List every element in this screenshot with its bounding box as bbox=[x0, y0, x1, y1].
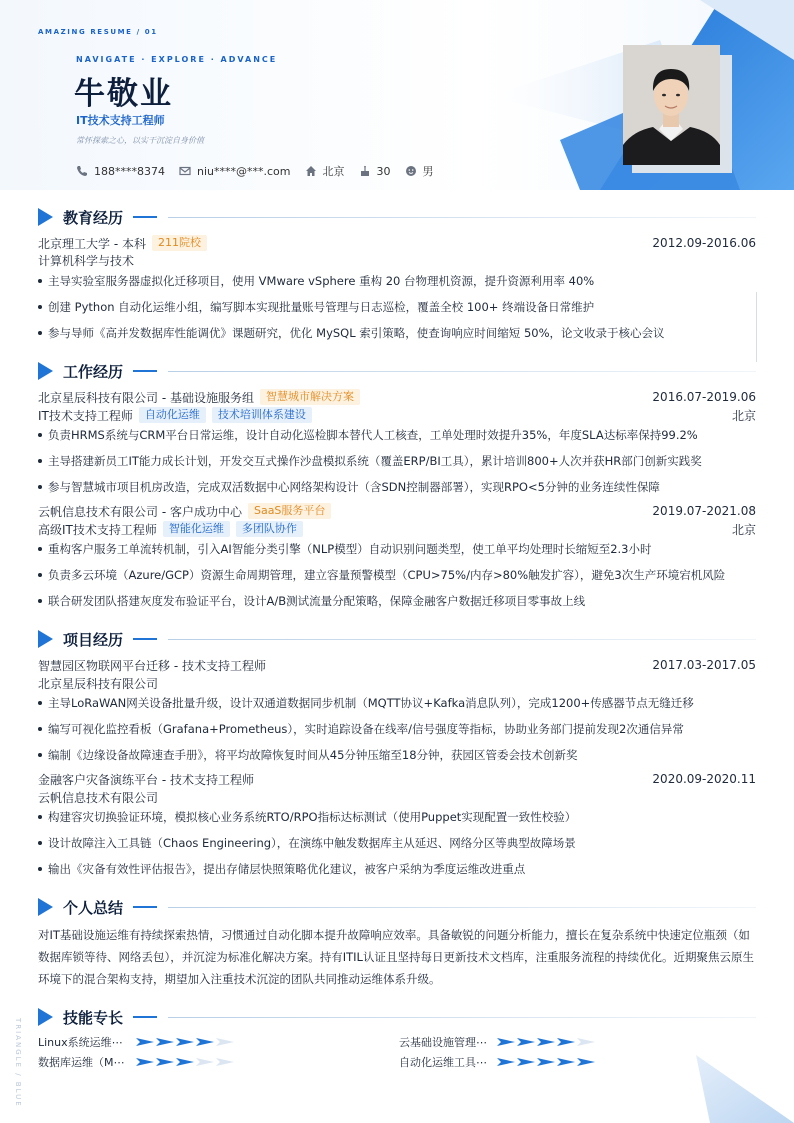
bullet-dot bbox=[38, 701, 42, 705]
contact-gender-text: 男 bbox=[422, 165, 434, 178]
section-work-head bbox=[38, 361, 157, 381]
bullet-text: 负责HRMS系统与CRM平台日常运维，设计自动化巡检脚本替代人工核查，工单处理时效提升35%，年度SLA达标率保持99.2% bbox=[48, 428, 698, 442]
divider bbox=[756, 292, 757, 362]
bullet-text: 编写可视化监控看板（Grafana+Prometheus），实时追踪设备在线率/信号强度等指标，协助业务部门提前发现2次通信异常 bbox=[48, 722, 684, 736]
skill-rating bbox=[136, 1038, 234, 1046]
bullet-text: 设计故障注入工具链（Chaos Engineering），在演练中触发数据库主从延迟、网络分区等典型故障场景 bbox=[48, 836, 576, 850]
bullet-text: 主导搭建新员工IT能力成长计划，开发交互式操作沙盘模拟系统（覆盖ERP/BI工具），累计培训800+人次并获HR部门创新实践奖 bbox=[48, 454, 702, 468]
major-row bbox=[38, 251, 756, 269]
avatar-portrait bbox=[623, 45, 720, 165]
skill-rating bbox=[136, 1058, 234, 1066]
motto: 常怀探索之心，以实干沉淀自身价值 bbox=[76, 136, 204, 145]
triangle-icon bbox=[38, 1008, 53, 1026]
cake-icon bbox=[359, 165, 371, 177]
section-rule bbox=[168, 371, 756, 372]
title-underline bbox=[133, 906, 157, 908]
section-rule bbox=[168, 217, 756, 218]
bullet-text: 编制《边缘设备故障速查手册》，将平均故障恢复时间从45分钟压缩至18分钟，获园区管委会技术创新奖 bbox=[48, 748, 578, 762]
title-underline bbox=[133, 370, 157, 372]
work-date: 2016.07-2019.06 bbox=[652, 390, 756, 404]
work-location: 北京 bbox=[731, 408, 756, 423]
rating-flag-filled bbox=[176, 1058, 194, 1066]
rating-flag-filled bbox=[136, 1038, 154, 1046]
section-rule bbox=[168, 907, 756, 908]
contact-age-text: 30 bbox=[376, 164, 391, 178]
contact-phone-text: 188****8374 bbox=[94, 164, 165, 178]
resume-header bbox=[0, 0, 794, 190]
work-location: 北京 bbox=[731, 522, 756, 537]
top-tag: AMAZING RESUME / 01 bbox=[38, 28, 158, 36]
role-name: 高级IT技术支持工程师 bbox=[38, 522, 157, 537]
triangle-icon bbox=[38, 208, 53, 226]
section-rule bbox=[168, 639, 756, 640]
job-title: IT技术支持工程师 bbox=[76, 114, 165, 127]
corner-decoration bbox=[680, 1055, 794, 1123]
bullet-text: 重构客户服务工单流转机制，引入AI智能分类引擎（NLP模型）自动识别问题类型，使工单平均处理时长缩短至2.3小时 bbox=[48, 542, 652, 556]
rating-flag-filled bbox=[537, 1038, 555, 1046]
bullet-dot bbox=[38, 753, 42, 757]
role-name: IT技术支持工程师 bbox=[38, 408, 133, 423]
role-tag: 多团队协作 bbox=[236, 521, 303, 537]
side-watermark: TRIANGLE / BLUE bbox=[14, 1018, 22, 1108]
home-icon bbox=[305, 165, 317, 177]
bullet-dot bbox=[38, 599, 42, 603]
bullet-text: 主导实验室服务器虚拟化迁移项目，使用 VMware vSphere 重构 20 台物理机资源，提升资源利用率 40% bbox=[48, 274, 595, 288]
education-date: 2012.09-2016.06 bbox=[652, 236, 756, 250]
bullet-dot bbox=[38, 573, 42, 577]
bullet-dot bbox=[38, 727, 42, 731]
project-company: 云帆信息技术有限公司 bbox=[38, 790, 159, 805]
list-item bbox=[38, 746, 756, 764]
work-company-row bbox=[38, 388, 756, 406]
title-underline bbox=[133, 638, 157, 640]
skill-rating bbox=[497, 1038, 595, 1046]
title-underline bbox=[133, 216, 157, 218]
contact-gender bbox=[405, 163, 434, 179]
company-name: 云帆信息技术有限公司 - 客户成功中心 bbox=[38, 504, 242, 519]
list-item bbox=[38, 452, 756, 470]
skill-name: Linux系统运维⋯ bbox=[38, 1036, 123, 1049]
list-item bbox=[38, 808, 756, 826]
work-role-row bbox=[38, 406, 756, 424]
contact-location-text: 北京 bbox=[322, 165, 345, 178]
bullet-dot bbox=[38, 279, 42, 283]
skill-name: 自动化运维工具⋯ bbox=[399, 1056, 487, 1069]
list-item bbox=[38, 720, 756, 738]
section-title-work: 工作经历 bbox=[63, 362, 124, 381]
company-tag: 智慧城市解决方案 bbox=[260, 389, 360, 405]
section-title-education: 教育经历 bbox=[63, 208, 124, 227]
work-role-row bbox=[38, 520, 756, 538]
rating-flag-filled bbox=[156, 1058, 174, 1066]
bullet-text: 输出《灾备有效性评估报告》，提出存储层快照策略优化建议，被客户采纳为季度运维改进重点 bbox=[48, 862, 526, 876]
profile-photo bbox=[623, 45, 720, 165]
section-education-head bbox=[38, 207, 157, 227]
bullet-text: 负责多云环境（Azure/GCP）资源生命周期管理，建立容量预警模型（CPU>75%/内存>80%触发扩容），避免3次生产环境宕机风险 bbox=[48, 568, 726, 582]
project-company-row bbox=[38, 788, 756, 806]
contact-location bbox=[305, 163, 345, 179]
section-summary-head bbox=[38, 897, 157, 917]
skill-rating bbox=[497, 1058, 595, 1066]
skill-item bbox=[399, 1054, 595, 1070]
bullet-dot bbox=[38, 841, 42, 845]
project-name: 智慧园区物联网平台迁移 - 技术支持工程师 bbox=[38, 658, 266, 673]
school-tag: 211院校 bbox=[152, 235, 207, 251]
bullet-text: 参与智慧城市项目机房改造，完成双活数据中心网络架构设计（含SDN控制器部署），实现RPO<5分钟的业务连续性保障 bbox=[48, 480, 660, 494]
triangle-icon bbox=[38, 362, 53, 380]
section-title-summary: 个人总结 bbox=[63, 898, 124, 917]
role-tag: 技术培训体系建设 bbox=[212, 407, 312, 423]
project-name: 金融客户灾备演练平台 - 技术支持工程师 bbox=[38, 772, 254, 787]
rating-flag-filled bbox=[517, 1038, 535, 1046]
project-row bbox=[38, 770, 756, 788]
list-item bbox=[38, 592, 756, 610]
face-icon bbox=[405, 165, 417, 177]
bullet-text: 主导LoRaWAN网关设备批量升级，设计双通道数据同步机制（MQTT协议+Kafka消息队列），完成1200+传感器节点无缝迁移 bbox=[48, 696, 694, 710]
project-row bbox=[38, 656, 756, 674]
skill-item bbox=[399, 1034, 595, 1050]
bullet-dot bbox=[38, 433, 42, 437]
work-company-row bbox=[38, 502, 756, 520]
list-item bbox=[38, 566, 756, 584]
title-underline bbox=[133, 1016, 157, 1018]
list-item bbox=[38, 860, 756, 878]
bullet-text: 联合研发团队搭建灰度发布验证平台，设计A/B测试流量分配策略，保障金融客户数据迁移项目零事故上线 bbox=[48, 594, 586, 608]
rating-flag-filled bbox=[557, 1058, 575, 1066]
school-name: 北京理工大学 - 本科 bbox=[38, 236, 146, 251]
project-date: 2017.03-2017.05 bbox=[652, 658, 756, 672]
list-item bbox=[38, 478, 756, 496]
skill-name: 数据库运维（M⋯ bbox=[38, 1056, 125, 1069]
rating-flag-filled bbox=[136, 1058, 154, 1066]
list-item bbox=[38, 694, 756, 712]
rating-flag-filled bbox=[196, 1038, 214, 1046]
bullet-dot bbox=[38, 867, 42, 871]
triangle-icon bbox=[38, 898, 53, 916]
bullet-text: 参与导师《高并发数据库性能调优》课题研究，优化 MySQL 索引策略，使查询响应时间缩短 50%，论文收录于核心会议 bbox=[48, 326, 665, 340]
section-projects-head bbox=[38, 629, 157, 649]
rating-flag-filled bbox=[156, 1038, 174, 1046]
rating-flag-filled bbox=[176, 1038, 194, 1046]
mail-icon bbox=[179, 165, 191, 177]
rating-flag-empty bbox=[216, 1038, 234, 1046]
contact-age bbox=[359, 163, 391, 179]
list-item bbox=[38, 272, 756, 290]
contact-email bbox=[179, 163, 291, 179]
triangle-icon bbox=[38, 630, 53, 648]
bullet-dot bbox=[38, 331, 42, 335]
rating-flag-filled bbox=[497, 1038, 515, 1046]
section-title-projects: 项目经历 bbox=[63, 630, 124, 649]
contact-email-text: niu****@***.com bbox=[197, 164, 291, 178]
rating-flag-filled bbox=[577, 1058, 595, 1066]
rating-flag-empty bbox=[577, 1038, 595, 1046]
summary-text: 对IT基础设施运维有持续探索热情，习惯通过自动化脚本提升故障响应效率。具备敏锐的问题分析能力，擅长在复杂系统中快速定位瓶颈（如数据库锁等待、网络丢包），并沉淀为标准化解决方案。持有ITIL认证且坚持每日更新技术文档库，注重服务流程的持续优化。近期聚焦云原生环境下的混合架构支持，期望加入注重技术沉淀的团队共同推动运维体系升级。 bbox=[38, 928, 754, 986]
list-item bbox=[38, 540, 756, 558]
section-title-skills: 技能专长 bbox=[63, 1008, 124, 1027]
skill-item bbox=[38, 1034, 234, 1050]
bullet-text: 构建容灾切换验证环境，模拟核心业务系统RTO/RPO指标达标测试（使用Puppet实现配置一致性校验） bbox=[48, 810, 577, 824]
bullet-dot bbox=[38, 547, 42, 551]
rating-flag-filled bbox=[557, 1038, 575, 1046]
list-item bbox=[38, 298, 756, 316]
major: 计算机科学与技术 bbox=[38, 253, 135, 268]
company-tag: SaaS服务平台 bbox=[248, 503, 331, 519]
phone-icon bbox=[76, 165, 88, 177]
list-item bbox=[38, 324, 756, 342]
role-tag: 自动化运维 bbox=[139, 407, 206, 423]
company-name: 北京星辰科技有限公司 - 基础设施服务组 bbox=[38, 390, 254, 405]
project-company-row bbox=[38, 674, 756, 692]
education-row bbox=[38, 234, 756, 252]
contact-list bbox=[76, 163, 434, 179]
skill-item bbox=[38, 1054, 234, 1070]
section-skills-head bbox=[38, 1007, 157, 1027]
role-tag: 智能化运维 bbox=[163, 521, 230, 537]
bullet-dot bbox=[38, 815, 42, 819]
list-item bbox=[38, 426, 756, 444]
skill-name: 云基础设施管理⋯ bbox=[399, 1036, 487, 1049]
project-company: 北京星辰科技有限公司 bbox=[38, 676, 159, 691]
bullet-dot bbox=[38, 485, 42, 489]
list-item bbox=[38, 834, 756, 852]
bullet-dot bbox=[38, 459, 42, 463]
rating-flag-filled bbox=[537, 1058, 555, 1066]
bullet-dot bbox=[38, 305, 42, 309]
project-date: 2020.09-2020.11 bbox=[652, 772, 756, 786]
rating-flag-filled bbox=[497, 1058, 515, 1066]
section-rule bbox=[168, 1017, 756, 1018]
bullet-text: 创建 Python 自动化运维小组，编写脚本实现批量账号管理与日志巡检，覆盖全校 100+ 终端设备日常维护 bbox=[48, 300, 595, 314]
rating-flag-empty bbox=[196, 1058, 214, 1066]
work-date: 2019.07-2021.08 bbox=[652, 504, 756, 518]
slogan: NAVIGATE · EXPLORE · ADVANCE bbox=[76, 55, 278, 64]
contact-phone bbox=[76, 163, 165, 179]
rating-flag-empty bbox=[216, 1058, 234, 1066]
candidate-name: 牛敬业 bbox=[74, 76, 173, 112]
rating-flag-filled bbox=[517, 1058, 535, 1066]
